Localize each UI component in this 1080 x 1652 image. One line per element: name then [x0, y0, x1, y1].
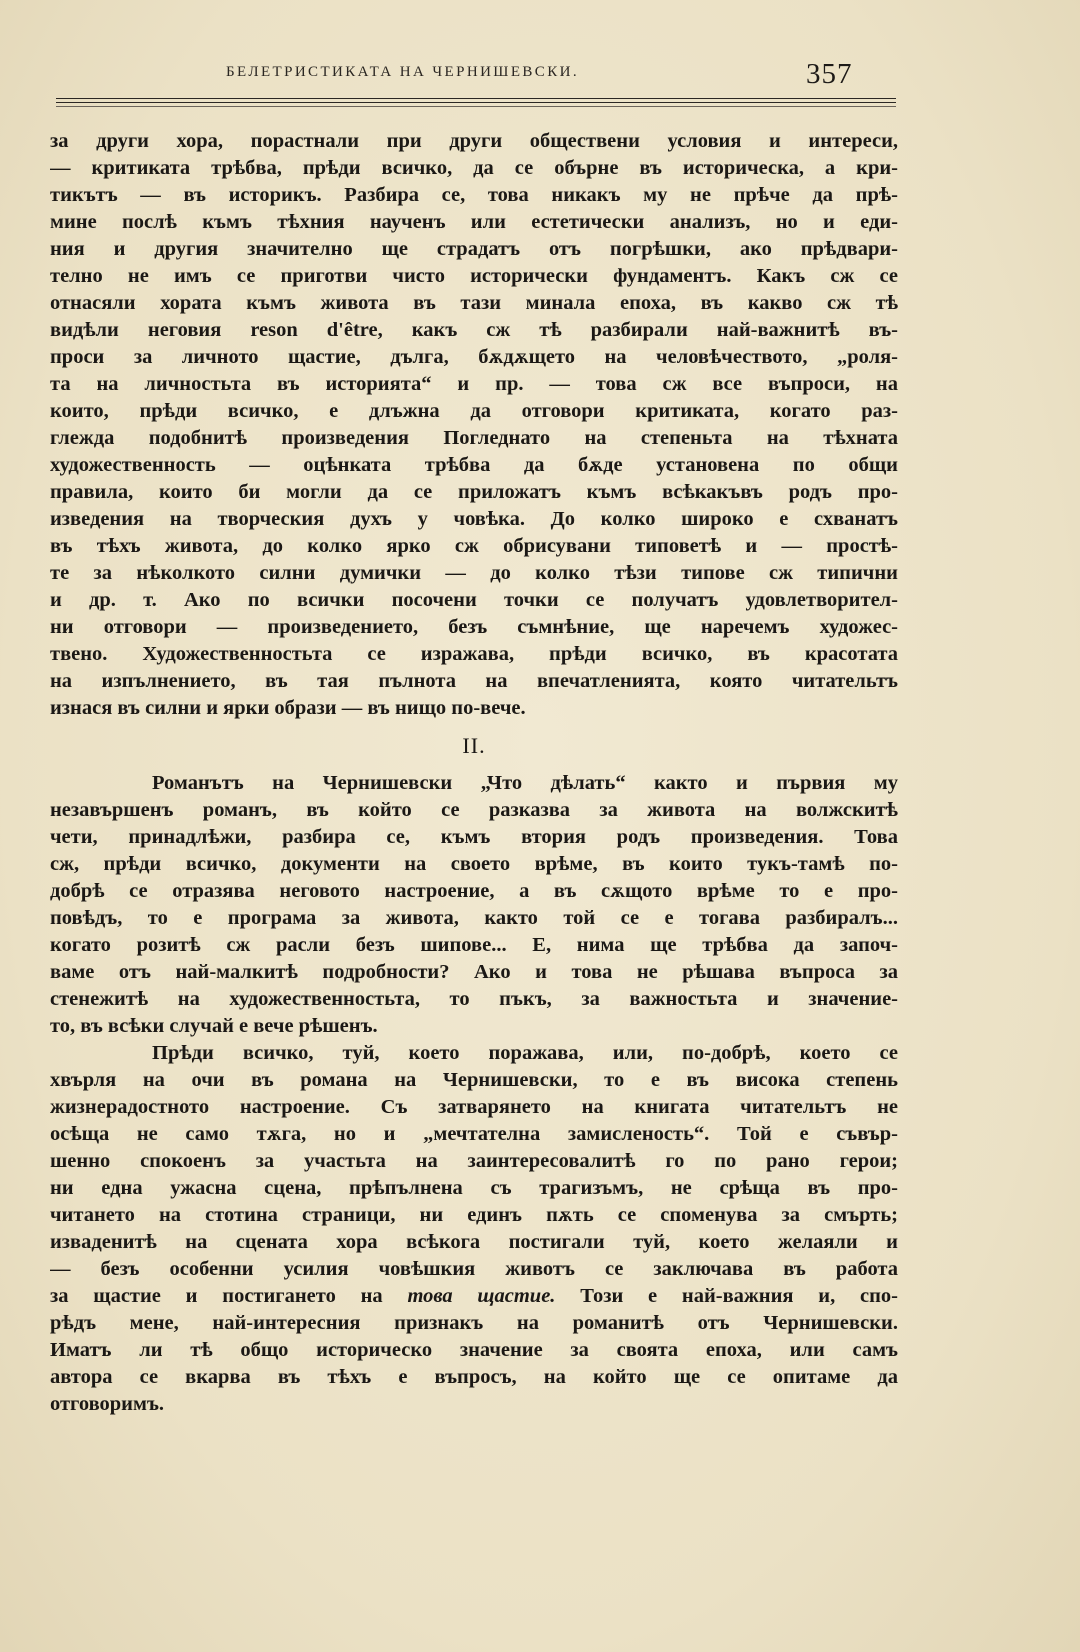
page-number: 357: [806, 58, 853, 90]
text-line: когато розитѣ сж расли безъ шипове... Е, нима ще трѣбва да започ-: [50, 934, 898, 956]
text-line: проси за личното щастие, дълга, бѫдѫщето на человѣчеството, „роля-: [50, 346, 898, 368]
text-line-with-emphasis: [50, 1283, 898, 1310]
text-line: правила, които би могли да се приложатъ къмъ всѣкакъвъ родъ про-: [50, 481, 898, 503]
text-line: ни една ужасна сцена, прѣпълнена съ трагизъмъ, не срѣща въ про-: [50, 1177, 898, 1199]
text-line: читането на стотина страници, ни единъ пѫть се споменува за смърть;: [50, 1204, 898, 1226]
text-line: незавършенъ романъ, въ който се разказва за живота на волжскитѣ: [50, 799, 898, 821]
text-line: ния и другия значително ще страдатъ отъ погрѣшки, ако прѣдвари-: [50, 238, 898, 260]
text-segment: за щастие и постигането на: [50, 1285, 408, 1307]
text-line: телно не имъ се приготви чисто исторически фундаментъ. Какъ сж се: [50, 265, 898, 287]
paragraph-continuation: [50, 128, 898, 722]
text-line: — критиката трѣбва, прѣди всичко, да се обърне въ историческа, а кри-: [50, 157, 898, 179]
paragraph: [50, 770, 898, 1040]
text-line: стенежитѣ на художественностьта, то пъкъ, за важностьта и значение-: [50, 988, 898, 1010]
text-line: изнася въ силни и ярки образи — въ нищо по-вече.: [50, 697, 526, 719]
text-line: на изпълнението, въ тая пълнота на впечатленията, която читательтъ: [50, 670, 898, 692]
text-line: те за нѣколкото силни думички — до колко тѣзи типове сж типични: [50, 562, 898, 584]
text-line: та на личностьта въ историята“ и пр. — това сж все въпроси, на: [50, 373, 898, 395]
text-line: твено. Художественностьта се изражава, прѣди всичко, въ красотата: [50, 643, 898, 665]
text-line: автора се вкарва въ тѣхъ е въпросъ, на който ще се опитаме да: [50, 1366, 898, 1388]
section-heading: II.: [462, 733, 486, 758]
running-head: [56, 62, 895, 92]
text-line: хвърля на очи въ романа на Чернишевски, то е въ висока степень: [50, 1069, 898, 1091]
text-line: ни отговори — произведението, безъ съмнѣние, ще наречемъ художес-: [50, 616, 898, 638]
text-line: осѣща не само тѫга, но и „мечтателна замисленость“. Той е съвър-: [50, 1123, 898, 1145]
text-line: тикътъ — въ историкъ. Разбира се, това никакъ му не прѣчe да прѣ-: [50, 184, 898, 206]
text-line: добрѣ се отразява неговото настроение, а въ сѫщото врѣме то е про-: [50, 880, 898, 902]
text-line: Иматъ ли тѣ общо историческо значение за своята епоха, или самъ: [50, 1339, 898, 1361]
text-line: шенно спокоенъ за участьта на заинтересовалитѣ го по рано герои;: [50, 1150, 898, 1172]
text-line: чети, принадлѣжи, разбира се, къмъ втория родъ произведения. Това: [50, 826, 898, 848]
text-line: и др. т. Ако по всички посочени точки се получатъ удовлетворител-: [50, 589, 898, 611]
text-line: видѣли неговия reson d'être, какъ сж тѣ разбирали най-важнитѣ въ-: [50, 319, 898, 341]
text-line: сж, прѣди всичко, документи на своето врѣме, въ които тукъ-тамѣ по-: [50, 853, 898, 875]
header-thin-rule: [56, 106, 896, 107]
text-line: — безъ особенни усилия човѣшкия животъ се заключава въ работа: [50, 1258, 898, 1280]
text-line: Романътъ на Чернишевски „Что дѣлать“ както и първия му: [152, 772, 898, 794]
text-line: изведения на творческия духъ у човѣка. До колко широко е схванатъ: [50, 508, 898, 530]
text-line: ваме отъ най-малкитѣ подробности? Ако и това не рѣшава въпроса за: [50, 961, 898, 983]
text-line: отговоримъ.: [50, 1393, 165, 1415]
running-title: БЕЛЕТРИСТИКАТА НА ЧЕРНИШЕВСКИ.: [226, 64, 579, 80]
text-line: Прѣди всичко, туй, което поражава, или, по-добрѣ, което се: [152, 1042, 898, 1064]
text-line: за други хора, порастнали при други обществени условия и интереси,: [50, 130, 898, 152]
text-line: изваденитѣ на сцената хора всѣкога постигали туй, което желаяли и: [50, 1231, 898, 1253]
emphasized-text: това щастие.: [407, 1285, 556, 1307]
text-line: мине послѣ къмъ тѣхния наученъ или естетически анализъ, но и еди-: [50, 211, 898, 233]
text-line: въ тѣхъ живота, до колко ярко сж обрисувани типоветѣ и — простѣ-: [50, 535, 898, 557]
text-line: повѣдъ, то е програма за живота, както той се е тогава разбиралъ...: [50, 907, 898, 929]
text-line: то, въ всѣки случай е вече рѣшенъ.: [50, 1015, 378, 1037]
text-line: рѣдъ мене, най-интересния признакъ на романитѣ отъ Чернишевски.: [50, 1312, 898, 1334]
paragraph: [50, 1040, 898, 1418]
text-line: отнасяли хората къмъ живота въ тази минала епоха, въ какво сж тѣ: [50, 292, 898, 314]
text-line: които, прѣди всичко, е длъжна да отговори критиката, когато раз-: [50, 400, 898, 422]
text-line: глежда подобнитѣ произведения Погледнато на степеньта на тѣхната: [50, 427, 898, 449]
body-text: [50, 128, 898, 1418]
text-line: жизнерадостното настроение. Съ затварянето на книгата читательтъ не: [50, 1096, 898, 1118]
header-double-rule: [56, 98, 896, 103]
text-line: художественность — оцѣнката трѣбва да бѫде установена по общи: [50, 454, 898, 476]
text-segment: Този е най-важния и, спо-: [555, 1285, 898, 1307]
